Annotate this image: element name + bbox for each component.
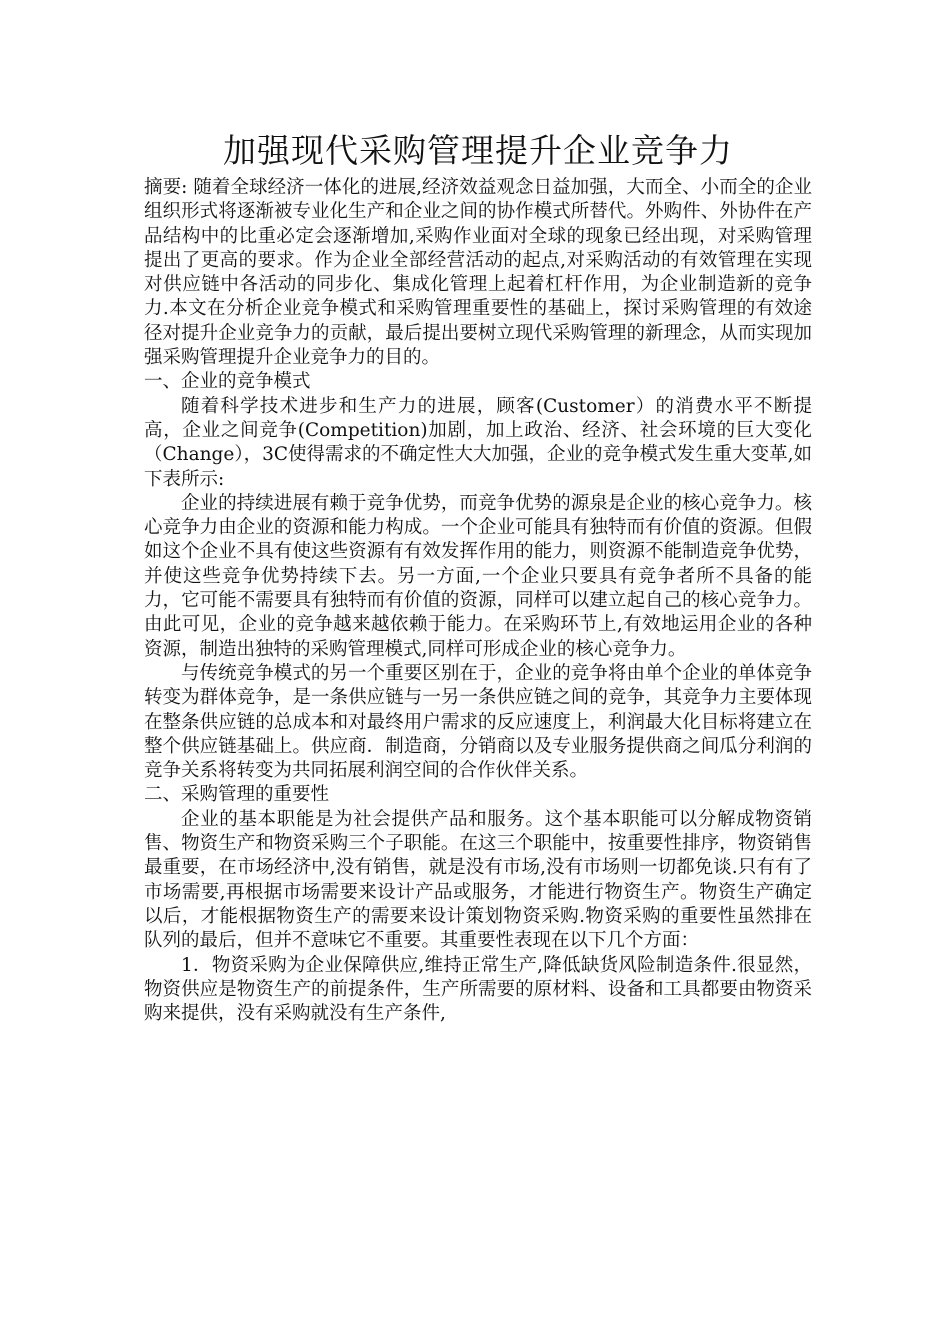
body-paragraph: 企业的基本职能是为社会提供产品和服务。这个基本职能可以分解成物资销售、物资生产和物资采购三个子职能。在这三个职能中，按重要性排序，物资销售最重要，在市场经济中,没有销售，就是没有市场,没有市场则一切都免谈.只有有了市场需要,再根据市场需要来设计产品或服务，才能进行物资生产。物资生产确定以后，才能根据物资生产的需要来设计策划物资采购.物资采购的重要性虽然排在队列的最后，但并不意味它不重要。其重要性表现在以下几个方面： bbox=[144, 808, 812, 952]
section-heading-competition-mode: 一、企业的竞争模式 bbox=[144, 371, 311, 393]
body-paragraph: 随着科学技术进步和生产力的进展，顾客(Customer）的消费水平不断提高，企业之间竞争(Competition)加剧，加上政治、经济、社会环境的巨大变化（Change），3C使得需求的不确定性大大加强，企业的竞争模式发生重大变革,如下表所示: bbox=[144, 395, 812, 490]
document-page bbox=[144, 128, 812, 1026]
section-heading-procurement-importance: 二、采购管理的重要性 bbox=[144, 784, 330, 806]
document-title: 加强现代采购管理提升企业竞争力 bbox=[223, 131, 733, 170]
abstract-paragraph: 摘要: 随着全球经济一体化的进展,经济效益观念日益加强，大而全、小而全的企业组织形式将逐渐被专业化生产和企业之间的协作模式所替代。外购件、外协件在产品结构中的比重必定会逐渐增加,采购作业面对全球的现象已经出现，对采购管理提出了更高的要求。作为企业全部经营活动的起点,对采购活动的有效管理在实现对供应链中各活动的同步化、集成化管理上起着杠杆作用，为企业制造新的竞争力.本文在分析企业竞争模式和采购管理重要性的基础上，探讨采购管理的有效途径对提升企业竞争力的贡献，最后提出要树立现代采购管理的新理念，从而实现加强采购管理提升企业竞争力的目的。 bbox=[144, 177, 812, 369]
body-paragraph: 1．物资采购为企业保障供应,维持正常生产,降低缺货风险制造条件.很显然，物资供应是物资生产的前提条件，生产所需要的原材料、设备和工具都要由物资采购来提供，没有采购就没有生产条件, bbox=[144, 954, 812, 1025]
body-paragraph: 企业的持续进展有赖于竞争优势，而竞争优势的源泉是企业的核心竞争力。核心竞争力由企业的资源和能力构成。一个企业可能具有独特而有价值的资源。但假如这个企业不具有使这些资源有有效发挥作用的能力，则资源不能制造竞争优势，并使这些竞争优势持续下去。另一方面,一个企业只要具有竞争者所不具备的能力，它可能不需要具有独特而有价值的资源，同样可以建立起自己的核心竞争力。由此可见，企业的竞争越来越依赖于能力。在采购环节上,有效地运用企业的各种资源，制造出独特的采购管理模式,同样可形成企业的核心竞争力。 bbox=[144, 492, 812, 660]
body-paragraph: 与传统竞争模式的另一个重要区别在于，企业的竞争将由单个企业的单体竞争转变为群体竞争，是一条供应链与一另一条供应链之间的竞争，其竞争力主要体现在整条供应链的总成本和对最终用户需求的反应速度上，利润最大化目标将建立在整个供应链基础上。供应商．制造商，分销商以及专业服务提供商之间瓜分利润的竞争关系将转变为共同拓展利润空间的合作伙伴关系。 bbox=[144, 662, 812, 782]
